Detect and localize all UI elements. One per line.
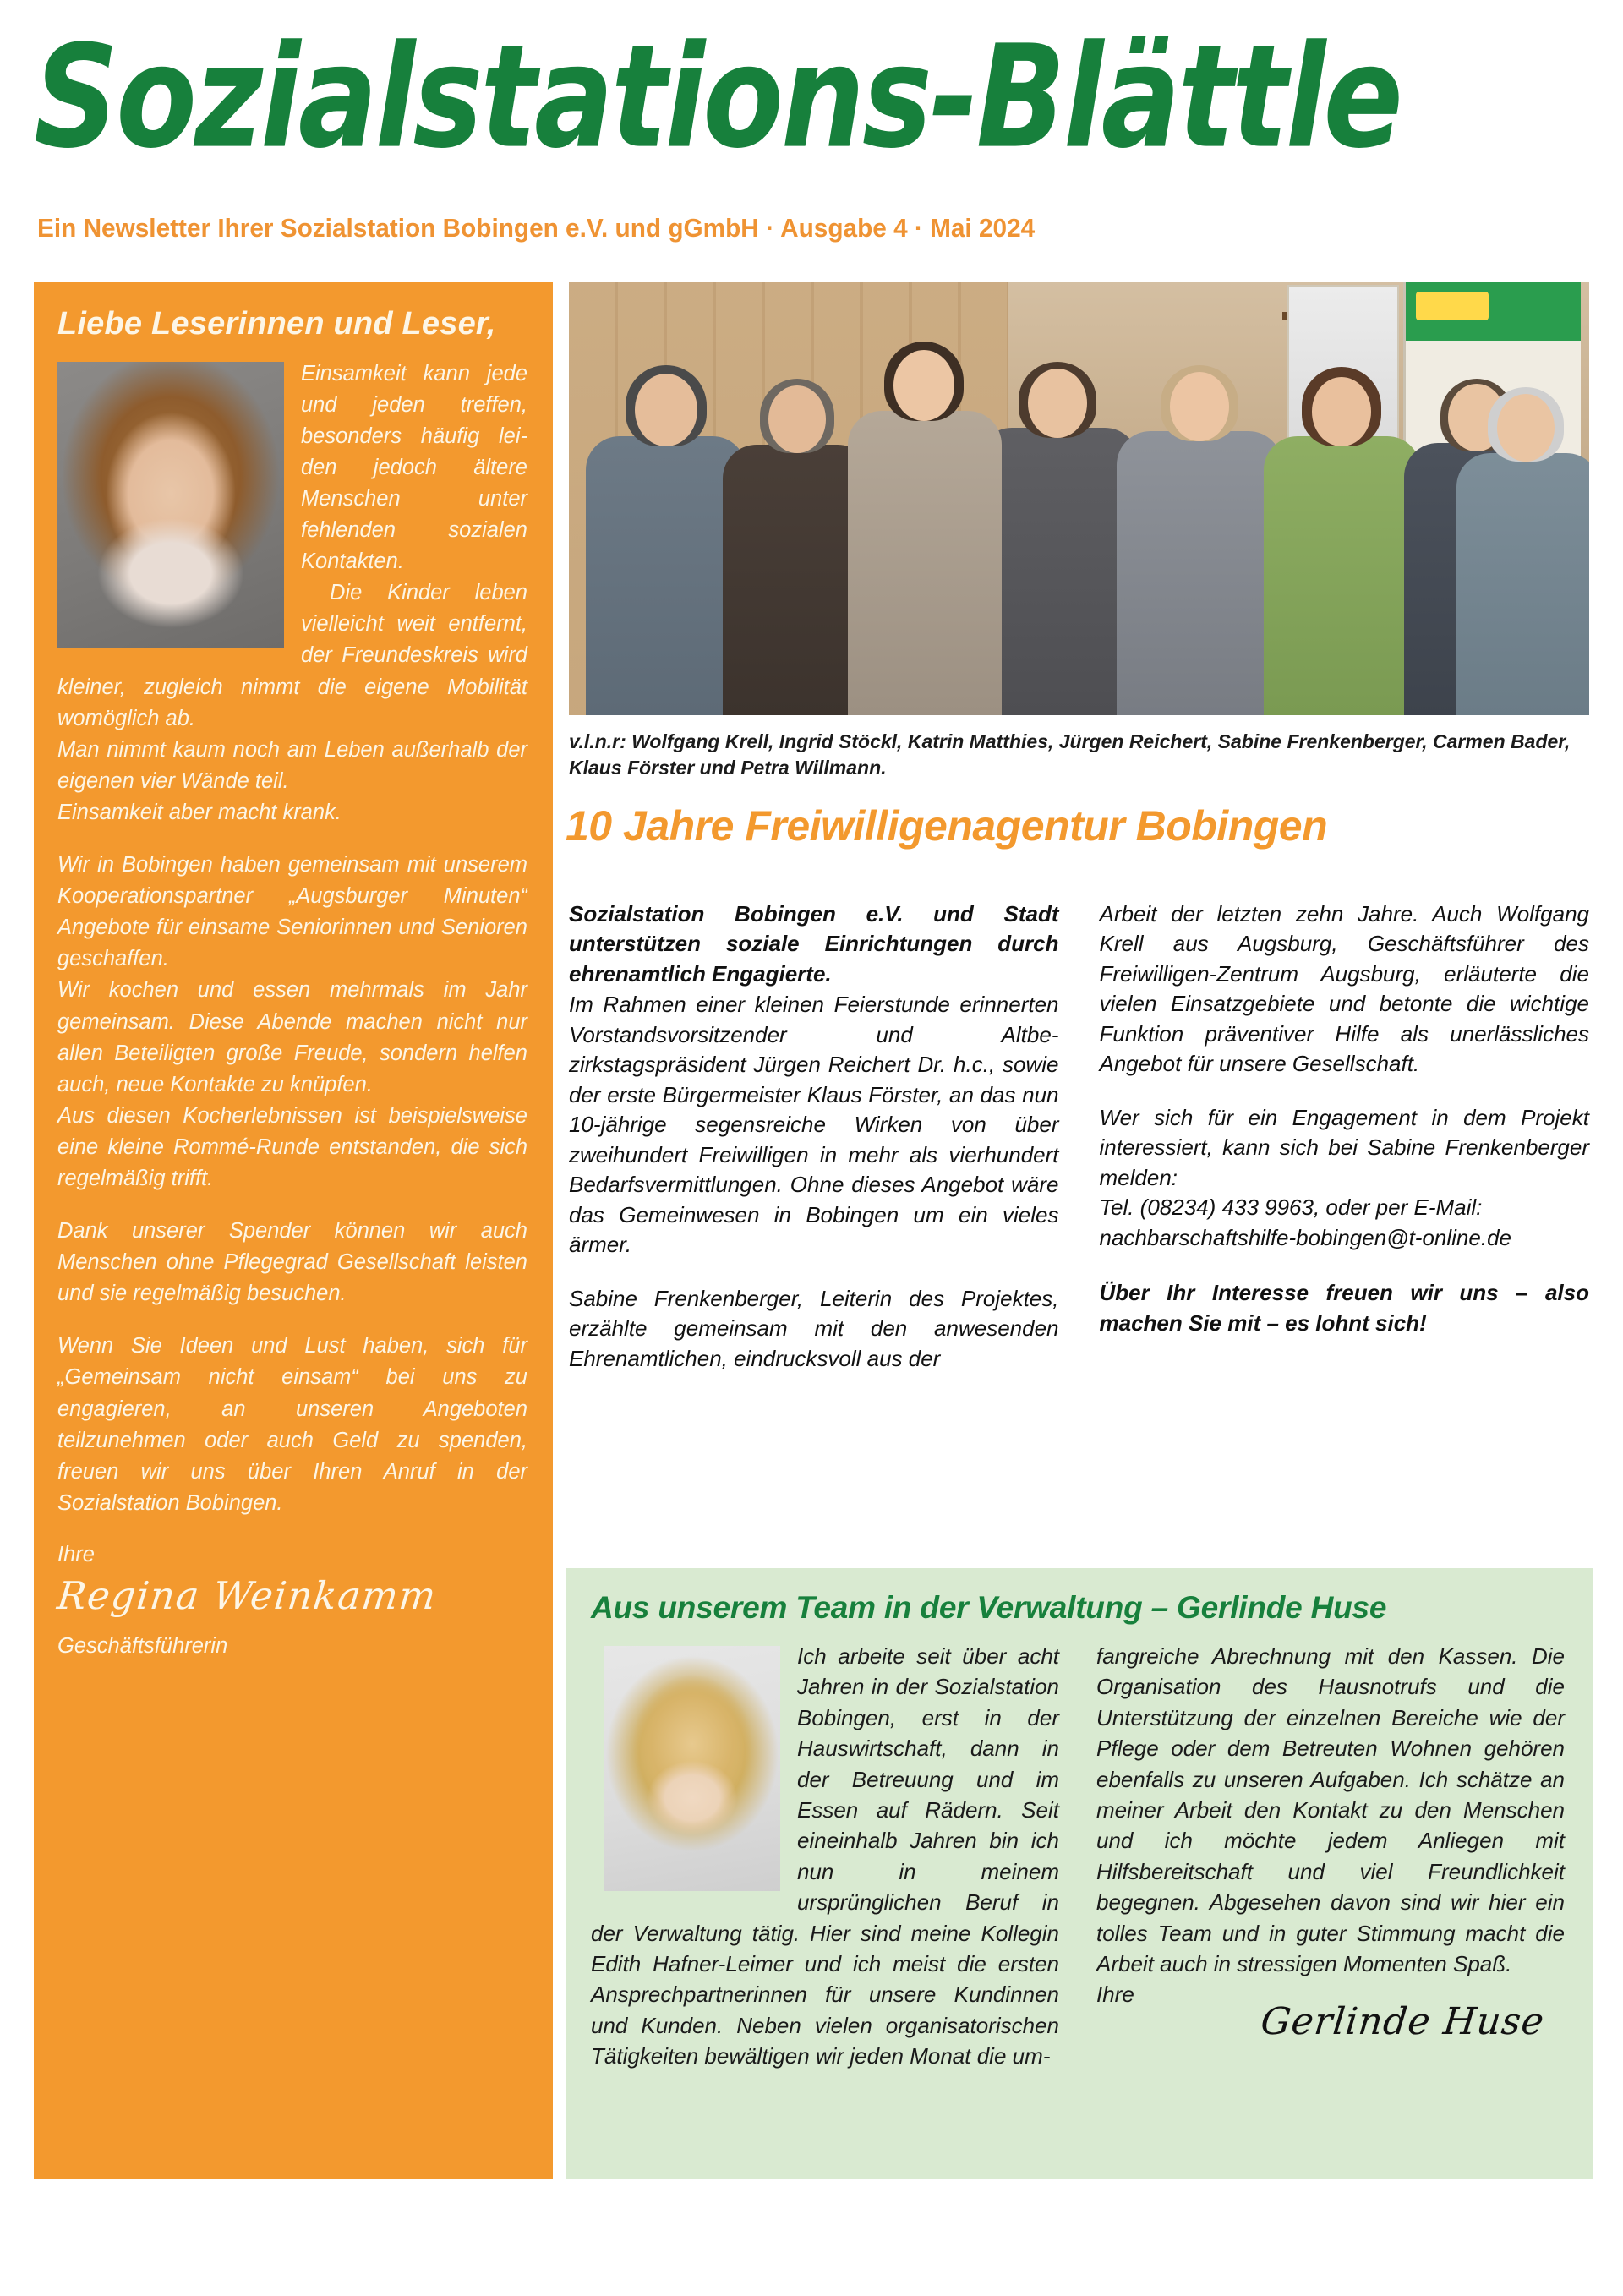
article-callout: Über Ihr Interesse freuen wir uns – also machen Sie mit – es lohnt sich! — [1099, 1280, 1589, 1336]
article-phone-line: Tel. (08234) 433 9963, oder per E-Mail: — [1099, 1194, 1483, 1221]
editorial-signature-role: Geschäftsführerin — [57, 1634, 228, 1659]
article-column-right — [1100, 899, 1590, 1374]
team-closing-label: Ihre — [1096, 1982, 1134, 2008]
article-paragraph: Im Rahmen einer kleinen Feierstunde erinnerten Vorstandsvorsitzender und Altbezirkstagspräsident Jürgen Reichert Dr. h.c., sowie der erste Bürgermeister Klaus Förster, an das nun 10-jährige segensreiche Wirken von über zweihundert Freiwilligen in mehr als vierhundert Bedarfsvermittlungen. Ohne dieses Angebot wäre das Gemeinwesen in Bobingen um ein vieles ärmer. — [569, 992, 1059, 1258]
editorial-paragraph: Wenn Sie Ideen und Lust haben, sich für „Gemeinsam nicht einsam“ bei uns zu engagieren, an unseren Angeboten teilzunehmen oder auch Geld zu spenden, freuen wir uns über Ihren Anruf in der Sozialstation Bobingen. — [57, 1334, 527, 1515]
photo-person — [1264, 436, 1421, 715]
photo-person-head — [635, 374, 697, 446]
photo-person — [1117, 431, 1282, 715]
team-column-right — [1096, 1641, 1565, 2071]
article-paragraph: Arbeit der letzten zehn Jahre. Auch Wolfgang Krell aus Augsburg, Geschäftsführer des Freiwilligen-Zentrum Augsburg, erläuterte die vielen Einsatzgebiete und betonte die wichtige Funktion präventiver Hilfe als unerlässliches Angebot für unsere Gesellschaft. — [1099, 901, 1589, 1077]
photo-person-head — [768, 385, 826, 453]
editorial-paragraph: Dank unserer Spender können wir auch Menschen ohne Pflegegrad Gesellschaft leisten und sie regelmäßig besuchen. — [57, 1219, 527, 1306]
masthead — [0, 0, 1623, 254]
editorial-paragraph: Aus diesen Kocherlebnissen ist beispielsweise eine kleine Rommé-Runde entstanden, die sich regelmäßig trifft. — [57, 1103, 527, 1190]
article-paragraph: Wer sich für ein Engagement in dem Projekt interessiert, kann sich bei Sabine Frenkenberger melden: — [1099, 1104, 1589, 1190]
article-headline: 10 Jahre Freiwilligenagentur Bobingen — [566, 802, 1328, 850]
photo-person-head — [1170, 372, 1229, 441]
publication-title: Sozialstations-Blättle — [34, 15, 1401, 180]
team-feature-box — [566, 1568, 1593, 2179]
editorial-paragraph: Die Kinder leben vielleicht weit entfernt, der Freundeskreis wird kleiner, zugleich nimmt die eigene Mobilität womöglich ab. — [57, 581, 527, 730]
team-paragraph: fangreiche Abrechnung mit den Kassen. Die Organisation des Hausnotrufs und die Unterstützung der einzelnen Bereiche wie der Pflege oder dem Betreuten Wohnen gehören ebenfalls zu unseren Aufgaben. Ich schätze an meiner Arbeit den Kontakt zu den Menschen und ich möchte jedem Anliegen mit Hilfsbereitschaft und viel Freundlichkeit begegnen. Abgesehen davon sind wir hier ein tolles Team und in guter Stimmung macht die Arbeit auch in stressigen Momenten Spaß. — [1096, 1643, 1565, 1976]
team-signature: Gerlinde Huse — [1259, 1999, 1547, 2043]
team-body-right — [1096, 1641, 1565, 1979]
photo-person-head — [1312, 377, 1371, 446]
photo-person-head — [893, 350, 954, 421]
team-feature-heading: Aus unserem Team in der Verwaltung – Gerlinde Huse — [591, 1590, 1387, 1625]
editorial-paragraph: Wir kochen und essen mehrmals im Jahr gemeinsam. Diese Abende machen nicht nur allen Beteiligten große Freude, sondern helfen auch, neue Kontakte zu knüpfen. — [57, 978, 527, 1096]
editorial-heading: Liebe Leserinnen und Leser, — [57, 306, 496, 342]
publication-subtitle: Ein Newsletter Ihrer Sozialstation Bobingen e.V. und gGmbH · Ausgabe 4 · Mai 2024 — [37, 213, 1036, 243]
photo-person — [848, 411, 1002, 715]
editorial-signature: Regina Weinkamm — [55, 1572, 440, 1618]
photo-person-head — [1028, 369, 1087, 438]
editorial-paragraph: Einsamkeit aber macht krank. — [57, 800, 342, 824]
photo-person — [1456, 453, 1589, 715]
article-lead: Sozialstation Bobingen e.V. und Stadt unterstützen soziale Einrichtungen durch ehrenamtlich Engagierte. — [569, 901, 1059, 987]
editorial-paragraph: Wir in Bobingen haben gemeinsam mit unserem Kooperationspartner „Augsburger Minuten“ Angebote für einsame Seniorinnen und Senioren geschaffen. — [57, 853, 527, 971]
team-paragraph: Ich arbeite seit über acht Jahren in der Sozialstation Bobingen, erst in der Hauswirtschaft, dann in der Betreuung und im Essen auf Rädern. Seit eineinhalb Jahren bin ich nun in meinem ursprünglichen Beruf in der Verwaltung tätig. Hier sind meine Kollegin Edith Hafner-Leimer und ich meist die ersten Ansprechpartnerinnen für unsere Kundinnen und Kunden. Neben vielen organisatorischen Tätigkeiten bewältigen wir jeden Monat die um- — [591, 1643, 1059, 2069]
article-body-left — [569, 990, 1059, 1374]
group-photo — [569, 282, 1589, 715]
photo-caption: v.l.n.r: Wolfgang Krell, Ingrid Stöckl, Katrin Matthies, Jürgen Reichert, Sabine Frenkenberger, Carmen Bader, Klaus Förster und Petra Willmann. — [569, 730, 1571, 779]
team-column-left — [591, 1641, 1059, 2071]
article-body-right — [1100, 899, 1590, 1253]
team-feature-columns — [591, 1641, 1567, 2071]
editor-portrait-photo — [57, 362, 284, 648]
article-email-line[interactable]: nachbarschaftshilfe-bobingen@t-online.de — [1099, 1224, 1511, 1250]
editorial-column — [34, 282, 553, 2179]
article-column-left — [569, 899, 1059, 1374]
editorial-paragraph: Man nimmt kaum noch am Leben außerhalb der eigenen vier Wände teil. — [57, 737, 527, 793]
editorial-closing-label: Ihre — [57, 1542, 95, 1566]
photo-person-head — [1497, 394, 1555, 462]
photo-person — [978, 428, 1139, 715]
article-columns — [569, 899, 1589, 1374]
article-paragraph: Sabine Frenkenberger, Leiterin des Projektes, erzählte gemeinsam mit den anwesenden Ehrenamtlichen, eindrucksvoll aus der — [569, 1285, 1059, 1371]
editorial-paragraph: Einsamkeit kann jede und jeden treffen, besonders häufig leiden jedoch ältere Menschen unter fehlenden sozialen Kontakten. — [301, 361, 527, 574]
team-member-portrait-photo — [604, 1646, 780, 1891]
